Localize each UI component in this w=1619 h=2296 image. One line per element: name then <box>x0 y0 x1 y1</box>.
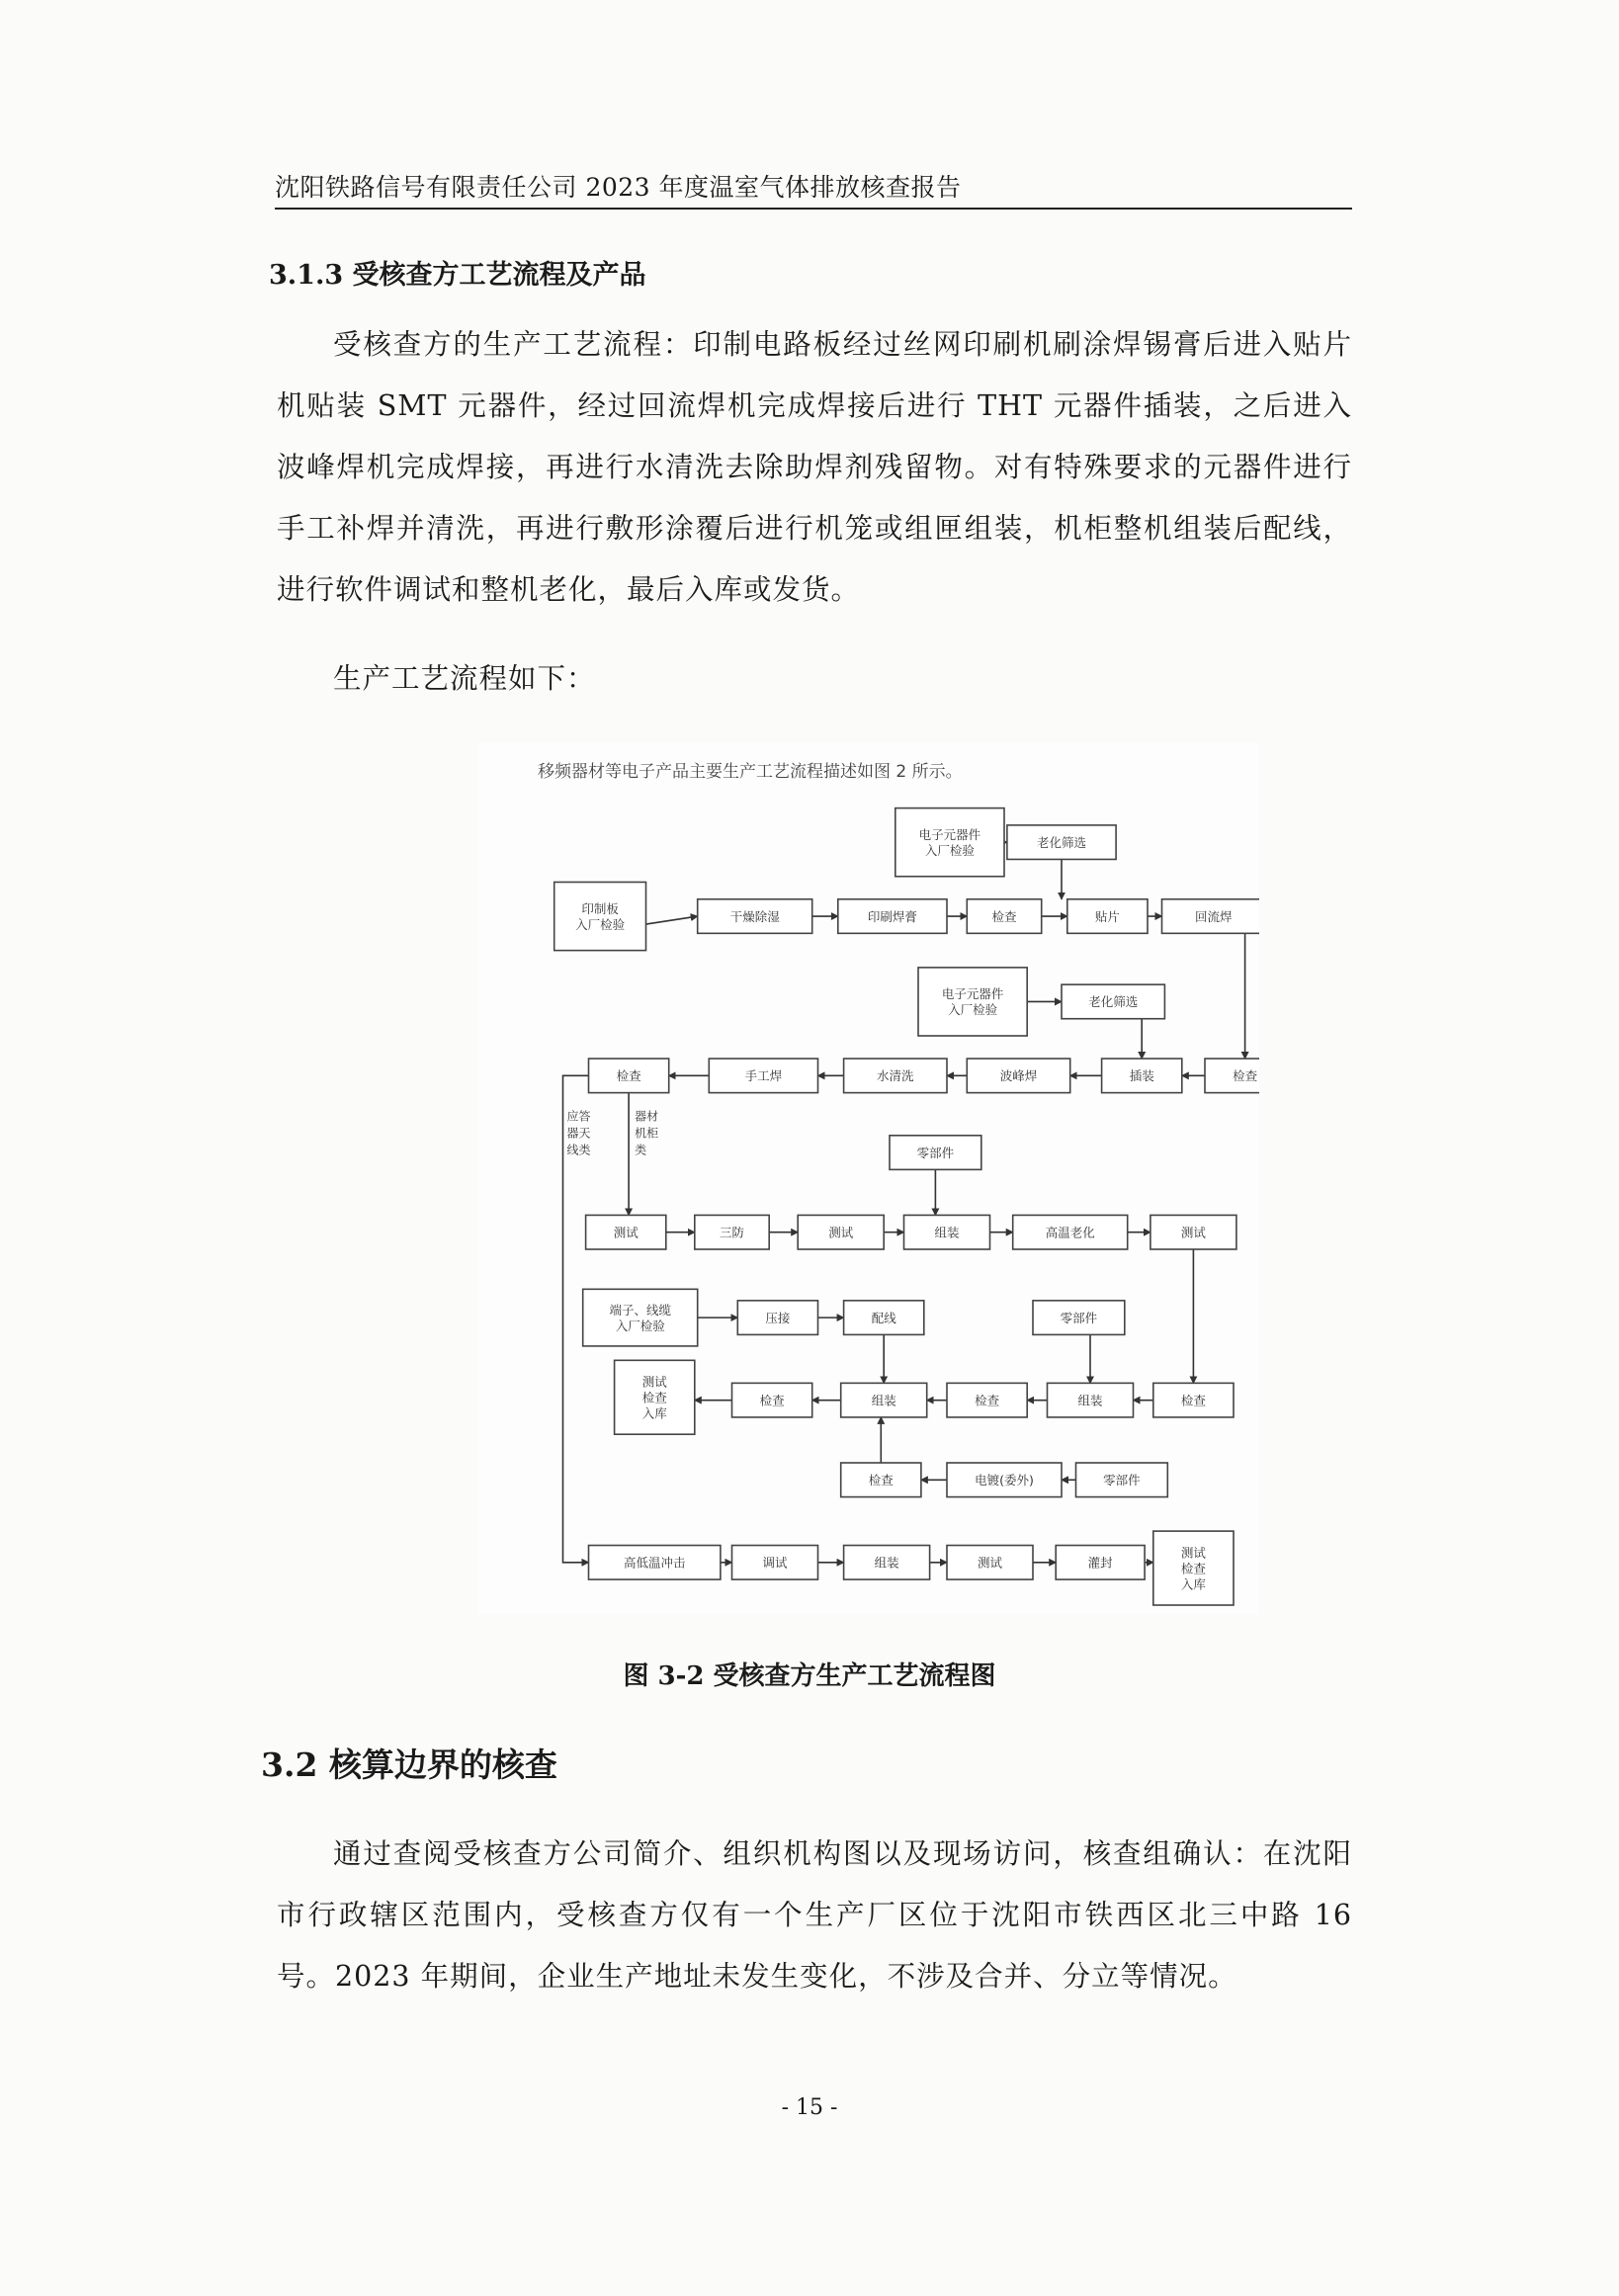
flow-box-store1 <box>615 1360 695 1434</box>
flow-box-burn <box>1013 1215 1128 1249</box>
flow-box-chk5 <box>947 1383 1027 1417</box>
flow-box-test4 <box>947 1546 1033 1580</box>
flow-box-label: 测试 <box>613 1225 639 1240</box>
paragraph-process-description: 受核查方的生产工艺流程：印制电路板经过丝网印刷机刷涂焊锡膏后进入贴片机贴装 SMT 元器件，经过回流焊机完成焊接后进行 THT 元器件插装，之后进入波峰焊机完成焊接，再进行水清洗去除助焊剂残留物。对有特殊要求的元器件进行手工补焊并清洗，再进行敷形涂覆后进行机笼或组匣组装，机柜整机组装后配线，进行软件调试和整机老化，最后入库或发货。 <box>277 328 1352 606</box>
flow-box-label: 组装 <box>874 1555 899 1571</box>
flow-box-label: 入厂检验 <box>948 1002 998 1018</box>
flow-box-label: 检查 <box>1180 1393 1206 1408</box>
flow-box-insert <box>1102 1059 1182 1093</box>
flow-box-chk1 <box>967 899 1041 934</box>
flow-box-asm2 <box>841 1383 927 1417</box>
flow-box-label: 老化筛选 <box>1088 994 1139 1010</box>
flow-box-label: 组装 <box>934 1225 960 1240</box>
page-number: - 15 - <box>781 2095 838 2120</box>
flow-box-dry <box>698 899 812 934</box>
flow-box-reflow <box>1162 899 1260 934</box>
flow-box-label: 压接 <box>765 1310 791 1325</box>
flow-box-chk4 <box>732 1383 812 1417</box>
flow-box-test1 <box>586 1215 666 1249</box>
flow-box-label: 调试 <box>762 1555 788 1571</box>
flow-box-term <box>583 1289 698 1346</box>
flow-box-label: 电镀(委外) <box>975 1473 1034 1488</box>
flow-box-print <box>838 899 947 934</box>
flow-box-pcb <box>554 882 646 950</box>
flow-box-label: 检查 <box>868 1473 894 1488</box>
flow-box-asm3 <box>1048 1383 1134 1417</box>
flow-box-label: 端子、线缆 <box>609 1302 671 1318</box>
flow-box-chk3 <box>1205 1059 1259 1093</box>
flow-box-coat <box>695 1215 769 1249</box>
flow-box-hand <box>709 1059 817 1093</box>
flow-box-debug <box>732 1546 818 1580</box>
flow-box-label: 电子元器件 <box>918 826 981 842</box>
section-heading-3-1-3: 3.1.3 受核查方工艺流程及产品 <box>269 260 646 291</box>
paragraph-boundary-check: 通过查阅受核查方公司简介、组织机构图以及现场访问，核查组确认：在沈阳市行政辖区范围内，受核查方仅有一个生产厂区位于沈阳市铁西区北三中路 16 号。2023 年期间，企业生产地址未发生变化，不涉及合并、分立等情况。 <box>277 1837 1352 1993</box>
branch-label: 器天 <box>566 1126 591 1141</box>
branch-label: 线类 <box>566 1143 591 1157</box>
process-flowchart <box>478 743 1259 1615</box>
flow-box-plate <box>947 1463 1062 1497</box>
header-rule <box>275 208 1352 210</box>
flow-box-label: 手工焊 <box>744 1068 783 1084</box>
flow-box-wash <box>844 1059 947 1093</box>
flow-box-label: 入厂检验 <box>615 1318 665 1333</box>
flow-box-label: 测试 <box>1180 1225 1206 1240</box>
flow-box-chk7 <box>841 1463 921 1497</box>
branch-label: 应答 <box>566 1109 591 1124</box>
flow-box-label: 印制板 <box>581 900 619 916</box>
flow-box-shock <box>589 1546 721 1580</box>
flow-box-aging2 <box>1062 984 1164 1019</box>
flow-box-label: 高低温冲击 <box>623 1555 686 1571</box>
flow-box-label: 入库 <box>1180 1576 1206 1592</box>
flow-box-label: 测试 <box>1180 1545 1206 1561</box>
flow-box-label: 测试 <box>641 1374 667 1390</box>
flow-box-crimp <box>737 1301 817 1335</box>
flow-box-parts3 <box>1076 1463 1168 1497</box>
branch-label: 机柜 <box>635 1126 659 1141</box>
flow-box-label: 零部件 <box>1103 1473 1141 1488</box>
flow-box-label: 干燥除湿 <box>729 908 780 924</box>
flow-box-label: 检查 <box>991 908 1017 924</box>
flow-box-wire <box>844 1301 924 1335</box>
flow-box-ecomp2 <box>918 968 1027 1036</box>
flow-box-label: 组装 <box>1077 1393 1103 1408</box>
flow-box-label: 水清洗 <box>877 1068 914 1084</box>
flow-box-label: 检查 <box>1180 1561 1206 1576</box>
flow-box-store2 <box>1153 1531 1234 1605</box>
flow-box-label: 配线 <box>871 1310 896 1325</box>
flow-box-label: 测试 <box>977 1555 1003 1571</box>
flow-box-label: 测试 <box>828 1225 854 1240</box>
flow-box-smt <box>1067 899 1148 934</box>
flow-box-asm4 <box>844 1546 930 1580</box>
flow-box-asm1 <box>904 1215 990 1249</box>
flow-box-label: 入厂检验 <box>924 842 975 858</box>
flow-box-label: 检查 <box>759 1393 785 1408</box>
figure-caption: 图 3-2 受核查方生产工艺流程图 <box>623 1661 996 1691</box>
flow-box-label: 老化筛选 <box>1036 834 1087 850</box>
flow-box-label: 检查 <box>641 1390 667 1405</box>
flowchart-svg <box>478 743 1259 1615</box>
flow-box-test2 <box>798 1215 884 1249</box>
flow-box-chk6 <box>1153 1383 1234 1417</box>
flow-box-label: 零部件 <box>916 1145 955 1160</box>
flow-box-label: 入库 <box>641 1405 667 1421</box>
flow-box-label: 入厂检验 <box>575 916 626 932</box>
flow-box-label: 高温老化 <box>1045 1225 1095 1240</box>
flowchart-top-text: 移频器材等电子产品主要生产工艺流程描述如图 2 所示。 <box>538 762 963 782</box>
flow-box-seal <box>1056 1546 1145 1580</box>
flow-box-label: 检查 <box>616 1068 641 1084</box>
flow-box-label: 灌封 <box>1087 1555 1113 1571</box>
flow-box-wave <box>967 1059 1069 1093</box>
section-heading-3-2: 3.2 核算边界的核查 <box>261 1745 557 1784</box>
flow-box-chk2 <box>589 1059 669 1093</box>
flow-box-ecomp1 <box>895 808 1004 877</box>
flow-box-label: 波峰焊 <box>999 1068 1038 1084</box>
flow-box-test3 <box>1150 1215 1236 1249</box>
flow-box-label: 电子元器件 <box>941 986 1004 1002</box>
branch-label: 类 <box>635 1143 647 1157</box>
flow-box-label: 检查 <box>975 1393 1000 1408</box>
flow-box-parts2 <box>1033 1301 1125 1335</box>
flow-box-label: 印刷焊膏 <box>867 908 917 924</box>
page-header: 沈阳铁路信号有限责任公司 2023 年度温室气体排放核查报告 <box>275 173 962 202</box>
flow-arrow <box>646 916 698 924</box>
flow-box-label: 三防 <box>719 1225 745 1240</box>
branch-label: 器材 <box>635 1109 659 1124</box>
flow-box-label: 回流焊 <box>1194 908 1233 924</box>
flow-box-label: 检查 <box>1233 1068 1258 1084</box>
flow-box-label: 组装 <box>871 1393 896 1408</box>
flow-box-label: 插装 <box>1129 1068 1154 1084</box>
flow-box-label: 贴片 <box>1094 908 1120 924</box>
flow-box-label: 零部件 <box>1060 1310 1098 1325</box>
flow-box-aging1 <box>1007 825 1116 860</box>
paragraph-process-intro: 生产工艺流程如下： <box>333 662 596 695</box>
flow-box-parts1 <box>890 1136 981 1170</box>
